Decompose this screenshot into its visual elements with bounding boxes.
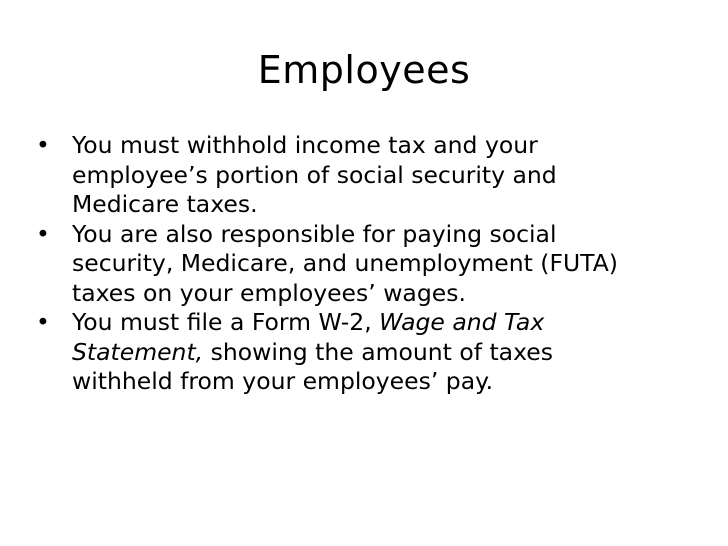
bullet-line (72, 338, 706, 368)
bullet-item-withholding (36, 131, 706, 220)
bullet-line: Medicare taxes. (72, 190, 258, 218)
bullet-item-form-w2 (36, 308, 706, 397)
bullet-line: taxes on your employees’ wages. (72, 278, 466, 307)
form-name-italic: Statement, (72, 337, 204, 366)
bullet-line (72, 308, 706, 338)
slide-title: Employees (257, 48, 471, 92)
bullet-text: showing the amount of taxes (203, 337, 553, 366)
bullet-line: You must withhold income tax and your (72, 131, 538, 159)
bullet-line: You are also responsible for paying social (72, 219, 557, 248)
bullet-line: security, Medicare, and unemployment (FUTA) (72, 249, 618, 277)
bullet-line: employee’s portion of social security and (72, 160, 557, 189)
bullet-icon: • (36, 308, 50, 336)
bullet-list (36, 131, 706, 397)
form-name-italic: Wage and Tax (379, 308, 545, 336)
bullet-icon: • (36, 219, 50, 248)
bullet-item-responsibility (36, 220, 706, 309)
bullet-icon: • (36, 131, 50, 159)
bullet-line: withheld from your employees’ pay. (72, 367, 494, 395)
bullet-text: You must file a Form W-2, (72, 308, 380, 336)
